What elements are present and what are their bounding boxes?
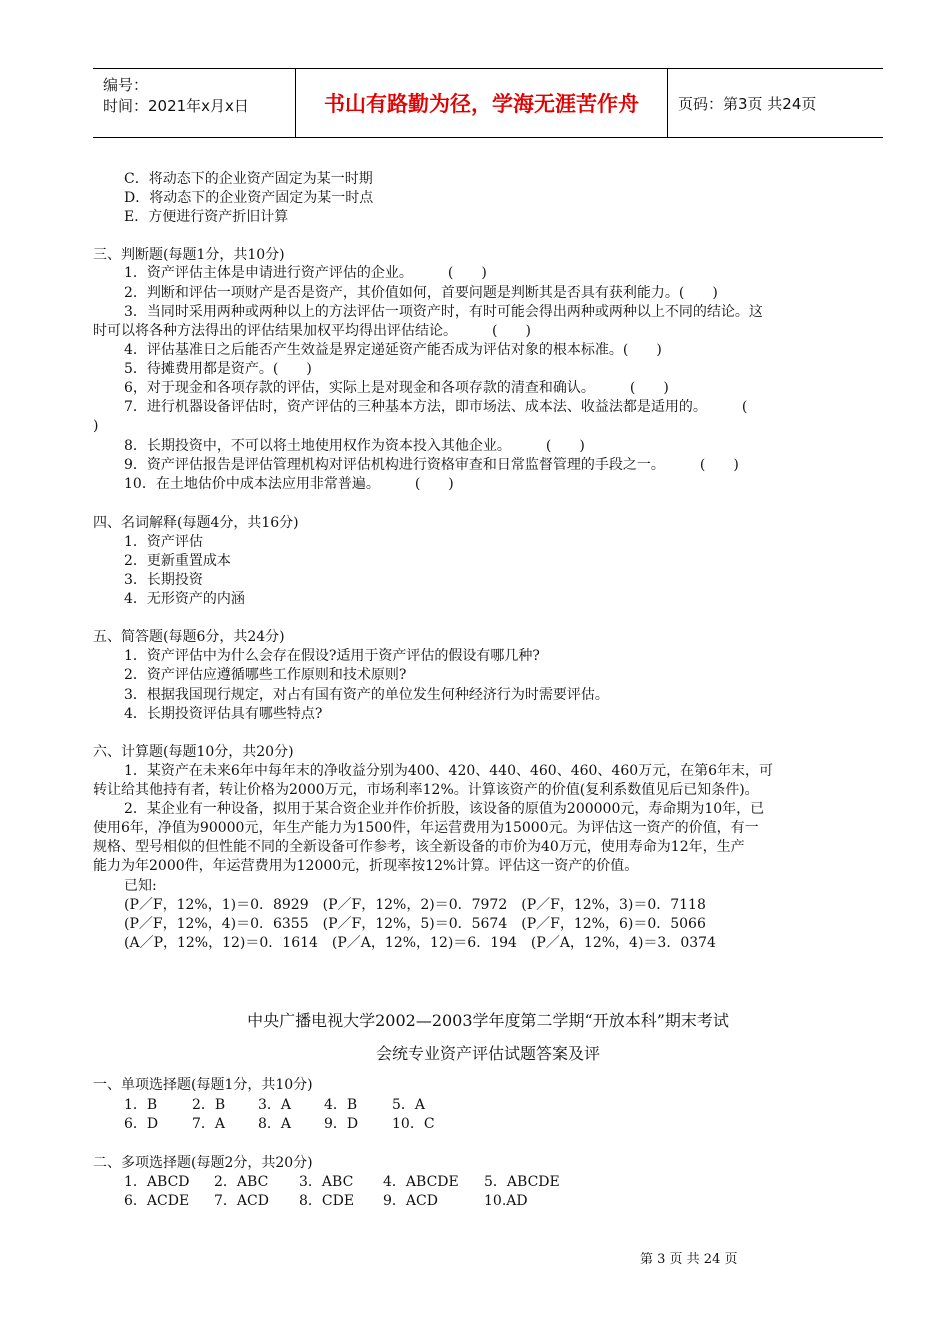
option-c: C．将动态下的企业资产固定为某一时期 (124, 171, 373, 187)
answer-row (124, 1173, 560, 1191)
answer-row (124, 1096, 425, 1114)
answer-item: 2．B (192, 1097, 226, 1113)
page-footer: 第 3 页 共 24 页 (640, 1252, 738, 1267)
answer-row (124, 1115, 435, 1133)
problem-line: 转让给其他持有者，转让价格为2000万元，市场利率12%。计算该资产的价值(复利系数值见后已知条件)。 (93, 782, 759, 798)
question-item: 5．待摊费用都是资产。( ) (124, 361, 312, 377)
page-header (93, 68, 883, 138)
problem-line: 能力为年2000件，年运营费用为12000元，折现率按12%计算。评估这一资产的价值。 (93, 858, 639, 874)
answer-item: 5．ABCDE (484, 1174, 560, 1190)
answer-item: 3．ABC (299, 1174, 354, 1190)
question-item: 2．资产评估应遵循哪些工作原则和技术原则? (124, 667, 407, 683)
answer-item: 2．ABC (214, 1174, 269, 1190)
question-item: 8．长期投资中，不可以将土地使用权作为资本投入其他企业。 ( ) (124, 438, 585, 454)
answer-item: 10.AD (484, 1193, 528, 1209)
problem-line: 1．某资产在未来6年中每年末的净收益分别为400、420、440、460、460、460万元，在第6年末，可 (124, 763, 774, 779)
problem-line: 规格、型号相似的但性能不同的全新设备可作参考，该全新设备的市价为40万元，使用寿命为12年，生产 (93, 839, 745, 855)
answer-item: 6．D (124, 1116, 159, 1132)
answer-item: 9．ACD (383, 1193, 438, 1209)
question-item: 9．资产评估报告是评估管理机构对评估机构进行资格审查和日常监督管理的手段之一。 ( ) (124, 457, 739, 473)
answer-item: 8．A (258, 1116, 292, 1132)
section-title: 一、单项选择题(每题1分，共10分) (93, 1077, 313, 1093)
section-title: 三、判断题(每题1分，共10分) (93, 247, 285, 263)
section-title: 四、名词解释(每题4分，共16分) (93, 515, 299, 531)
question-item: 2．判断和评估一项财产是否是资产，其价值如何，首要问题是判断其是否具有获利能力。( ) (124, 285, 718, 301)
question-item: 4．评估基准日之后能否产生效益是界定递延资产能否成为评估对象的根本标准。( ) (124, 342, 662, 358)
question-item: 1．资产评估主体是申请进行资产评估的企业。 ( ) (124, 265, 487, 281)
question-item: 3．当同时采用两种或两种以上的方法评估一项资产时，有时可能会得出两种或两种以上不同的结论。这 (124, 304, 763, 320)
answer-item: 7．ACD (214, 1193, 269, 1209)
answer-item: 10．C (392, 1116, 435, 1132)
factor-line: (P／F，12%，1)＝0．8929 (P／F，12%，2)＝0．7972 (P／F，12%，3)＝0．7118 (124, 897, 706, 913)
answer-item: 6．ACDE (124, 1193, 190, 1209)
answer-subtitle: 会统专业资产评估试题答案及评 (375, 1044, 600, 1063)
number-label: 编号： (103, 76, 149, 94)
section-title: 六、计算题(每题10分，共20分) (93, 744, 294, 760)
question-item-cont: 时可以将各种方法得出的评估结果加权平均得出评估结论。 ( ) (93, 323, 531, 339)
answer-item: 7．A (192, 1116, 226, 1132)
problem-line: 2．某企业有一种设备，拟用于某合资企业并作价折股，该设备的原值为200000元，寿命期为10年，已 (124, 801, 765, 817)
question-item: 6，对于现金和各项存款的评估，实际上是对现金和各项存款的清查和确认。 ( ) (124, 380, 669, 396)
answer-item: 9．D (324, 1116, 359, 1132)
answer-item: 5．A (392, 1097, 426, 1113)
option-e: E．方便进行资产折旧计算 (124, 209, 289, 225)
header-page-number: 页码：第3页 共24页 (667, 69, 883, 137)
answer-item: 1．ABCD (124, 1174, 190, 1190)
answer-item: 3．A (258, 1097, 292, 1113)
question-item: 4．无形资产的内涵 (124, 591, 245, 607)
factor-line: (A／P，12%，12)＝0．1614 (P／A，12%，12)＝6．194 (P／A，12%，4)＝3．0374 (124, 935, 716, 951)
answer-item: 4．B (324, 1097, 358, 1113)
time-label: 时间：2021年x月x日 (103, 97, 249, 115)
question-item: 4．长期投资评估具有哪些特点? (124, 706, 323, 722)
section-title: 五、简答题(每题6分，共24分) (93, 629, 285, 645)
header-motto: 书山有路勤为径，学海无涯苦作舟 (295, 69, 667, 137)
option-d: D．将动态下的企业资产固定为某一时点 (124, 190, 374, 206)
answer-row (124, 1192, 528, 1210)
answer-item: 1．B (124, 1097, 158, 1113)
question-item: 2．更新重置成本 (124, 553, 231, 569)
question-item: 3．根据我国现行规定，对占有国有资产的单位发生何种经济行为时需要评估。 (124, 687, 609, 703)
answer-item: 8．CDE (299, 1193, 355, 1209)
problem-line: 使用6年，净值为90000元，年生产能力为1500件，年运营费用为15000元。为评估这一资产的价值，有一 (93, 820, 759, 836)
section-title: 二、多项选择题(每题2分，共20分) (93, 1155, 313, 1171)
given-label: 已知: (124, 878, 157, 894)
question-item: 3．长期投资 (124, 572, 203, 588)
header-meta (93, 69, 295, 137)
factor-line: (P／F，12%，4)＝0．6355 (P／F，12%，5)＝0．5674 (P／F，12%，6)＝0．5066 (124, 916, 706, 932)
question-item: 1．资产评估中为什么会存在假设?适用于资产评估的假设有哪几种? (124, 648, 540, 664)
question-item: 1．资产评估 (124, 534, 203, 550)
question-item: 7．进行机器设备评估时，资产评估的三种基本方法，即市场法、成本法、收益法都是适用的。 ( (124, 399, 748, 415)
question-item: 10．在土地估价中成本法应用非常普遍。 ( ) (124, 476, 454, 492)
answer-item: 4．ABCDE (383, 1174, 459, 1190)
question-item-cont: ) (93, 418, 99, 434)
answer-title: 中央广播电视大学2002—2003学年度第二学期“开放本科”期末考试 (247, 1011, 729, 1030)
